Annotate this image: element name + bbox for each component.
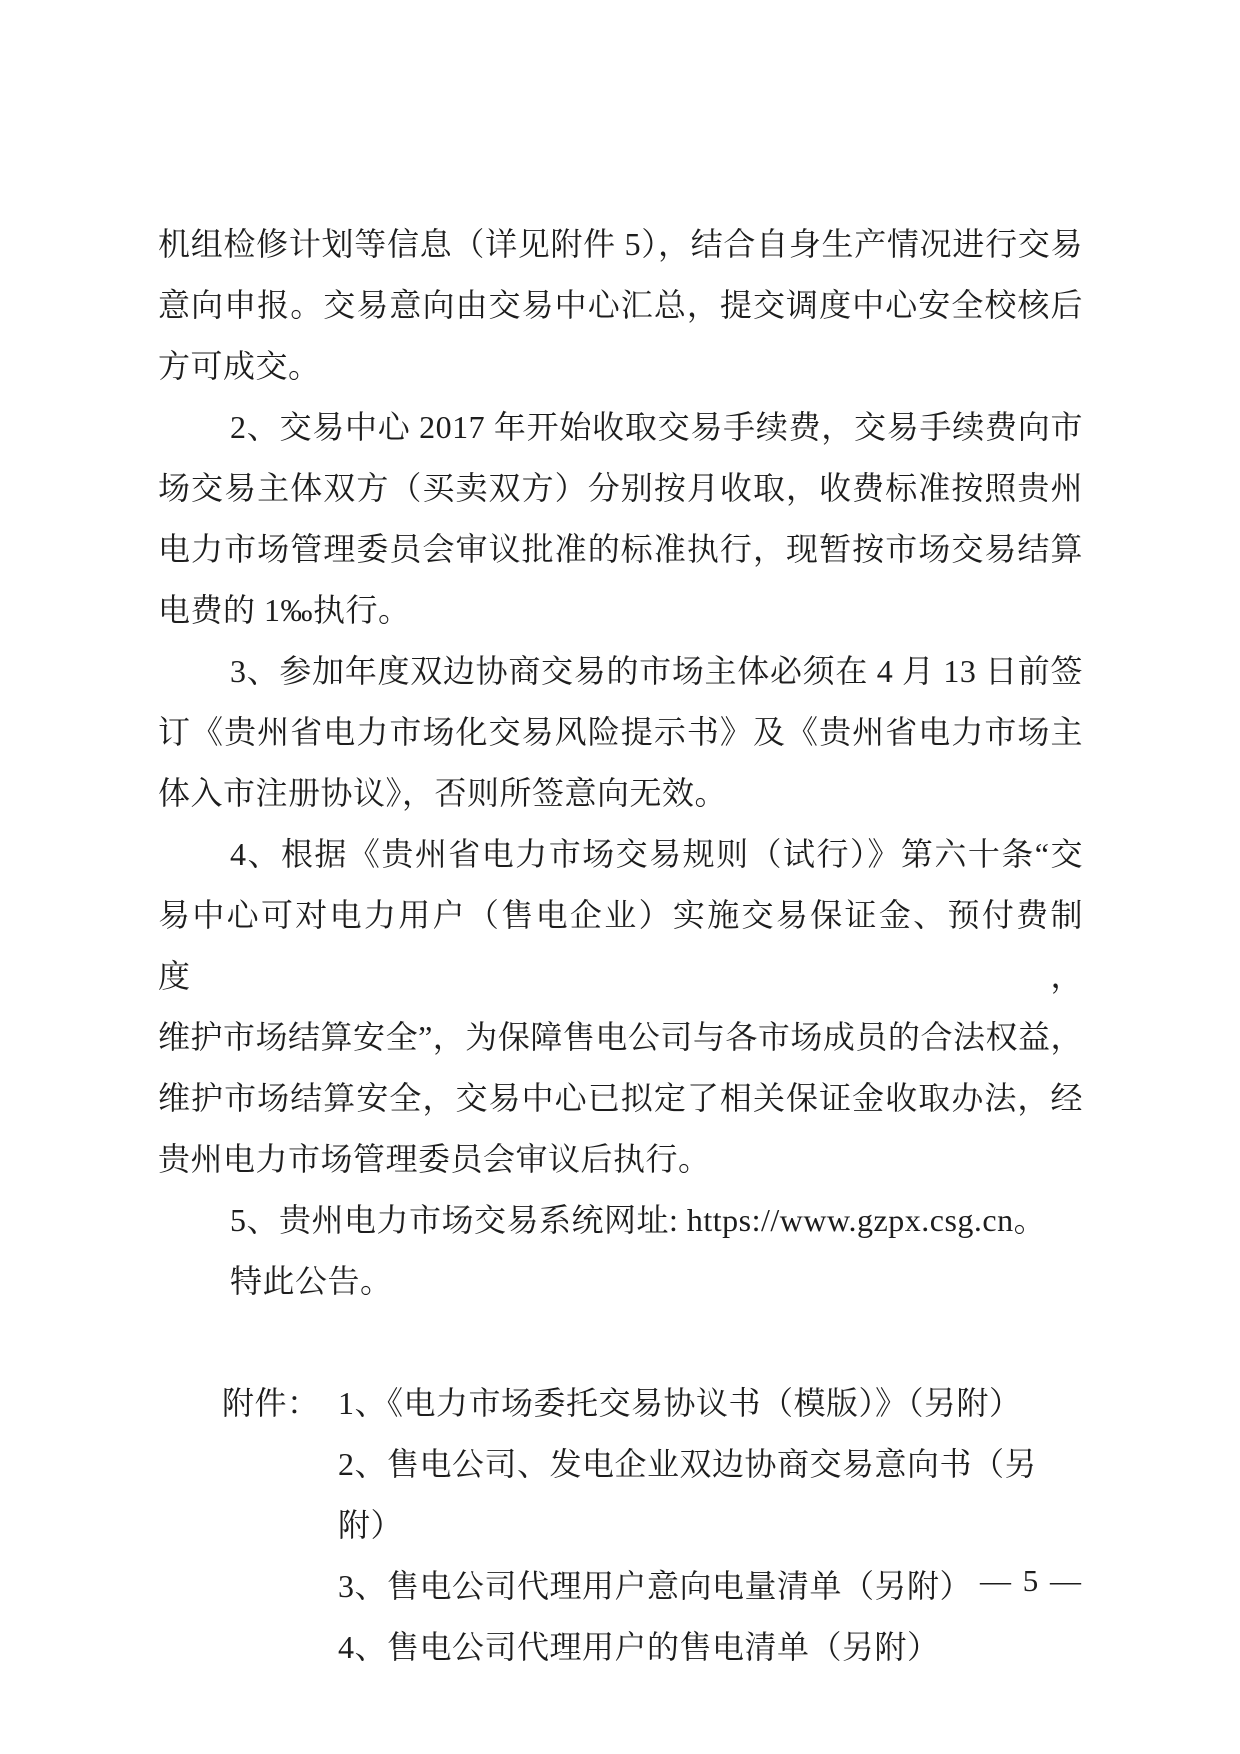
page-number: — 5 — <box>980 1563 1083 1598</box>
page-footer <box>980 1563 1083 1599</box>
text-line: 体入市注册协议》，否则所签意向无效。 <box>158 775 728 811</box>
text-line: 机组检修计划等信息（详见附件 5），结合自身生产情况进行交易 <box>158 226 1083 262</box>
para-continuation <box>158 214 1083 397</box>
text-line: 贵州电力市场管理委员会审议后执行。 <box>158 1141 711 1177</box>
paragraphs <box>158 214 1083 1312</box>
text-line: 维护市场结算安全”，为保障售电公司与各市场成员的合法权益， <box>158 1019 1083 1055</box>
para-item-2 <box>158 397 1083 641</box>
text-line: 意向申报。交易意向由交易中心汇总，提交调度中心安全校核后 <box>158 287 1083 323</box>
text-line: 易中心可对电力用户（售电企业）实施交易保证金、预付费制度， <box>158 897 1083 994</box>
attachment-item: 1、《电力市场委托交易协议书（模版）》（另附） <box>338 1385 1022 1421</box>
attachment-item: 3、售电公司代理用户意向电量清单（另附） <box>338 1568 973 1604</box>
text-line: 特此公告。 <box>230 1263 393 1299</box>
attachments-label: 附件： <box>222 1385 320 1421</box>
para-item-5 <box>158 1190 1083 1251</box>
text-line: 场交易主体双方（买卖双方）分别按月收取，收费标准按照贵州 <box>158 470 1083 506</box>
text-line: 订《贵州省电力市场化交易风险提示书》及《贵州省电力市场主 <box>158 714 1083 750</box>
para-item-4 <box>158 824 1083 1190</box>
para-item-3 <box>158 641 1083 824</box>
text-line: 4、根据《贵州省电力市场交易规则（试行）》第六十条“交 <box>230 836 1083 872</box>
attachment-item: 4、售电公司代理用户的售电清单（另附） <box>338 1629 940 1665</box>
text-line: 电费的 1‰执行。 <box>158 592 411 628</box>
attachments-section <box>158 1373 1083 1678</box>
text-line: 维护市场结算安全，交易中心已拟定了相关保证金收取办法，经 <box>158 1080 1083 1116</box>
text-line: 电力市场管理委员会审议批准的标准执行，现暂按市场交易结算 <box>158 531 1083 567</box>
para-closing <box>158 1251 1083 1312</box>
document-body <box>158 214 1083 1678</box>
text-line: 3、参加年度双边协商交易的市场主体必须在 4 月 13 日前签 <box>230 653 1083 689</box>
text-line: 2、交易中心 2017 年开始收取交易手续费，交易手续费向市 <box>230 409 1083 445</box>
text-line: 5、贵州电力市场交易系统网址: https://www.gzpx.csg.cn。 <box>230 1202 1047 1238</box>
text-line: 方可成交。 <box>158 348 321 384</box>
attachment-item: 2、售电公司、发电企业双边协商交易意向书（另附） <box>338 1446 1038 1543</box>
